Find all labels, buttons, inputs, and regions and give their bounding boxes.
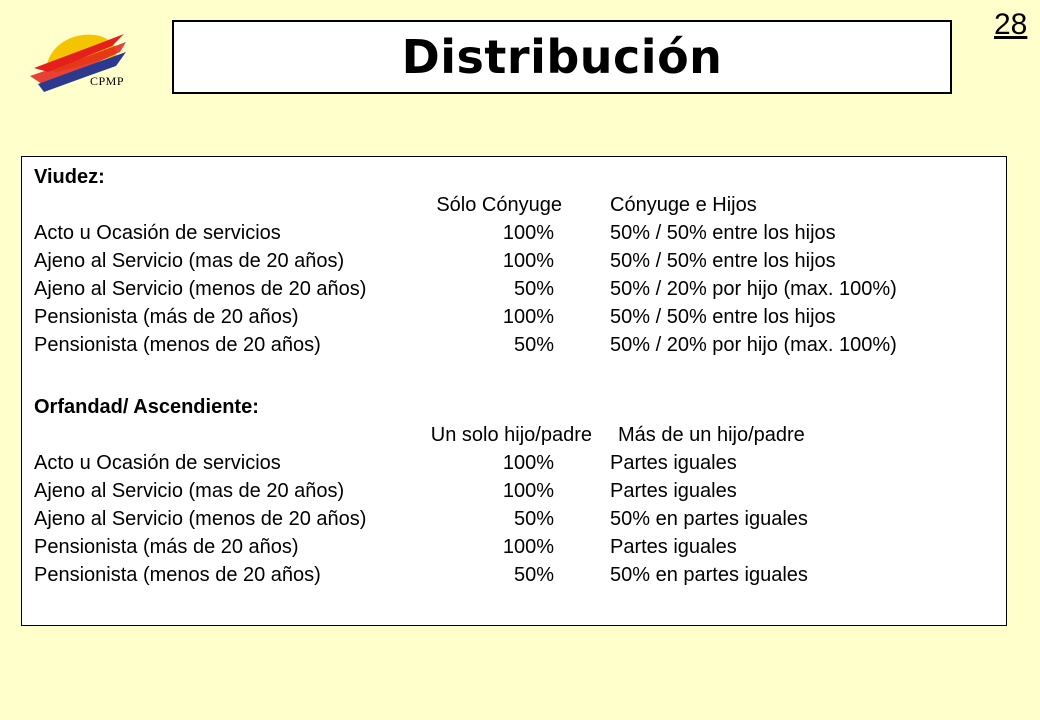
row-share: Partes iguales [610,480,737,502]
row-label: Ajeno al Servicio (mas de 20 años) [34,250,345,272]
row-share: Partes iguales [610,452,737,474]
column-header-conyuge-hijos: Cónyuge e Hijos [610,194,757,216]
row-share: 50% / 20% por hijo (max. 100%) [610,334,897,356]
row-value: 100% [502,222,554,244]
title-box [172,20,952,94]
row-share: Partes iguales [610,536,737,558]
logo-text: CPMP [90,74,125,88]
table-row [34,477,994,505]
page-title: Distribución [401,30,723,84]
table-row [34,303,994,331]
row-share: 50% / 50% entre los hijos [610,222,836,244]
table-row [34,533,994,561]
row-value: 50% [513,334,554,356]
row-share: 50% en partes iguales [610,564,808,586]
section-heading-label: Orfandad/ Ascendiente: [34,396,259,418]
row-share: 50% / 50% entre los hijos [610,306,836,328]
row-value: 50% [513,278,554,300]
logo-sun-icon [28,22,148,102]
row-value: 50% [513,564,554,586]
table-row [34,247,994,275]
row-value: 100% [502,250,554,272]
viudez-column-headers [34,191,994,219]
content-box [21,156,1007,626]
row-label: Ajeno al Servicio (mas de 20 años) [34,480,345,502]
table-row [34,449,994,477]
row-label: Ajeno al Servicio (menos de 20 años) [34,508,367,530]
row-share: 50% en partes iguales [610,508,808,530]
table-row [34,219,994,247]
table-row [34,275,994,303]
row-label: Pensionista (más de 20 años) [34,536,299,558]
row-share: 50% / 20% por hijo (max. 100%) [610,278,897,300]
column-header-mas-de-un-hijo: Más de un hijo/padre [618,424,805,446]
row-label: Pensionista (más de 20 años) [34,306,299,328]
row-value: 100% [502,536,554,558]
section-heading-label: Viudez: [34,166,105,188]
row-share: 50% / 50% entre los hijos [610,250,836,272]
table-row [34,331,994,359]
row-value: 100% [502,480,554,502]
column-header-un-solo-hijo: Un solo hijo/padre [430,424,592,446]
row-value: 100% [502,452,554,474]
row-label: Acto u Ocasión de servicios [34,452,281,474]
row-label: Pensionista (menos de 20 años) [34,564,321,586]
row-value: 100% [502,306,554,328]
table-row [34,505,994,533]
row-value: 50% [513,508,554,530]
section-heading-viudez [34,163,994,191]
orfandad-column-headers [34,421,994,449]
row-label: Ajeno al Servicio (menos de 20 años) [34,278,367,300]
column-header-solo-conyuge: Sólo Cónyuge [436,194,562,216]
row-label: Acto u Ocasión de servicios [34,222,281,244]
cpmp-logo [28,22,148,102]
section-heading-orfandad [34,393,994,421]
table-row [34,561,994,589]
page-number: 28 [994,8,1028,41]
row-label: Pensionista (menos de 20 años) [34,334,321,356]
